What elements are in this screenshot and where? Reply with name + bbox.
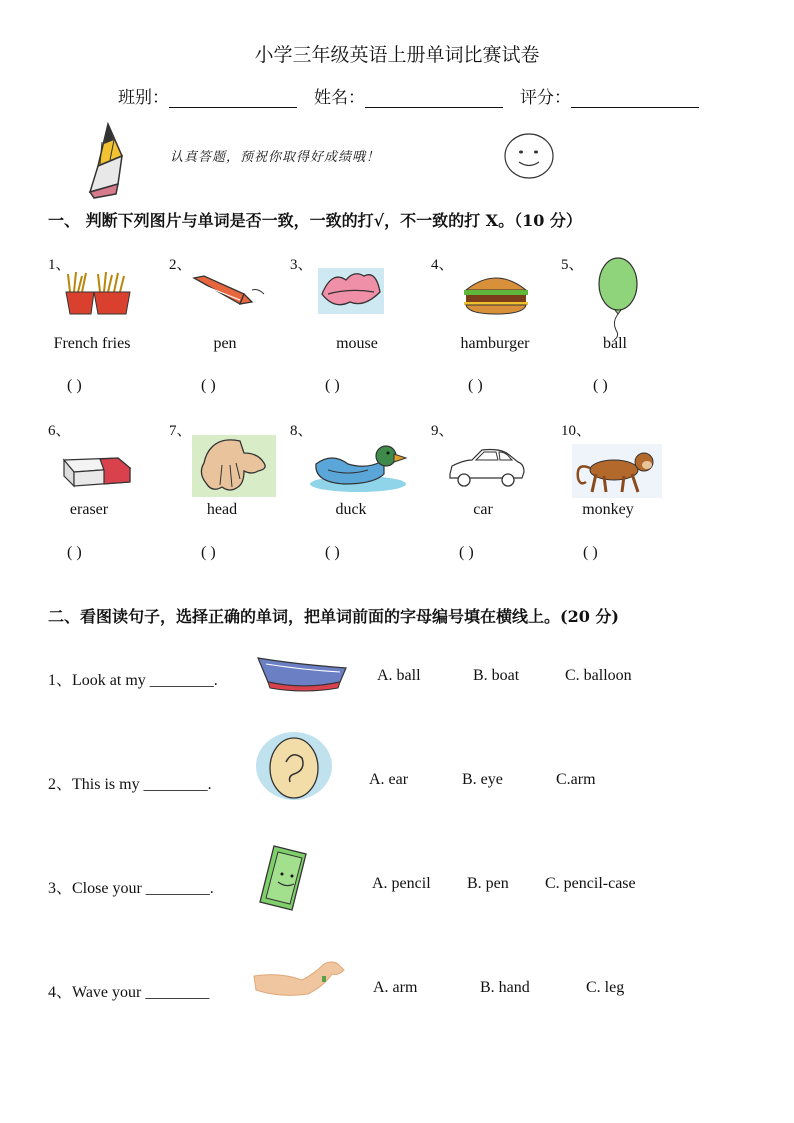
option[interactable]: A. pencil xyxy=(372,875,431,892)
score-field xyxy=(520,83,699,108)
item-word: car xyxy=(473,501,493,518)
item-number: 5、 xyxy=(561,257,584,273)
option[interactable]: C. leg xyxy=(586,979,625,996)
monkey-icon xyxy=(572,444,662,498)
answer-blank[interactable]: ( ) xyxy=(459,544,474,561)
item-word: eraser xyxy=(69,501,109,518)
answer-blank[interactable]: ( ) xyxy=(67,377,82,394)
score-label: 评分： xyxy=(520,88,571,108)
class-label: 班别： xyxy=(118,88,169,108)
item-word: ball xyxy=(603,335,627,352)
question-text: 1、Look at my ________. xyxy=(48,672,218,689)
hamburger-icon xyxy=(460,270,532,316)
item-number: 9、 xyxy=(431,423,454,439)
duck-icon xyxy=(308,442,408,494)
name-blank[interactable] xyxy=(365,89,503,108)
name-field xyxy=(314,83,503,108)
encourage-text: 认真答题，预祝你取得好成绩哦！ xyxy=(170,150,381,165)
name-label: 姓名： xyxy=(314,88,365,108)
answer-blank[interactable]: ( ) xyxy=(583,544,598,561)
answer-blank[interactable]: ( ) xyxy=(325,377,340,394)
item-number: 7、 xyxy=(169,423,192,439)
answer-blank[interactable]: ( ) xyxy=(201,544,216,561)
item-number: 6、 xyxy=(48,423,71,439)
crayon-icon xyxy=(190,272,270,316)
option[interactable]: A. ball xyxy=(377,667,421,684)
score-blank[interactable] xyxy=(571,89,699,108)
item-word: French fries xyxy=(53,335,131,352)
option[interactable]: B. pen xyxy=(467,875,509,892)
item-word: pen xyxy=(213,335,237,352)
answer-blank[interactable]: ( ) xyxy=(325,544,340,561)
hand-icon xyxy=(192,435,276,497)
item-number: 10、 xyxy=(561,423,592,439)
option[interactable]: C.arm xyxy=(556,771,596,788)
boat-icon xyxy=(254,648,350,698)
item-number: 4、 xyxy=(431,257,454,273)
class-blank[interactable] xyxy=(169,89,297,108)
option[interactable]: C. pencil-case xyxy=(545,875,636,892)
answer-blank[interactable]: ( ) xyxy=(201,377,216,394)
smiley-icon xyxy=(503,132,555,180)
lips-icon xyxy=(316,266,386,316)
answer-blank[interactable]: ( ) xyxy=(468,377,483,394)
class-field xyxy=(118,83,297,108)
page-title: 小学三年级英语上册单词比赛试卷 xyxy=(254,44,540,66)
section2-heading: 二、看图读句子，选择正确的单词，把单词前面的字母编号填在横线上。(20 分) xyxy=(48,607,619,626)
option[interactable]: B. hand xyxy=(480,979,530,996)
item-number: 2、 xyxy=(169,257,192,273)
pencil-icon xyxy=(78,122,128,200)
item-word: monkey xyxy=(582,501,634,518)
option[interactable]: B. eye xyxy=(462,771,503,788)
item-word: mouse xyxy=(336,335,378,352)
answer-blank[interactable]: ( ) xyxy=(593,377,608,394)
pencil-case-icon xyxy=(256,842,316,914)
balloon-icon xyxy=(596,256,640,340)
item-number: 1、 xyxy=(48,257,71,273)
item-word: hamburger xyxy=(460,335,530,352)
car-icon xyxy=(446,444,526,490)
item-word: head xyxy=(206,501,238,518)
item-number: 8、 xyxy=(290,423,313,439)
section1-heading: 一、 判断下列图片与单词是否一致，一致的打√，不一致的打 X。（10 分） xyxy=(48,211,582,230)
ear-icon xyxy=(254,730,334,802)
arm-icon xyxy=(250,958,350,1002)
question-text: 3、Close your ________. xyxy=(48,880,214,897)
french-fries-icon xyxy=(64,270,134,316)
item-number: 3、 xyxy=(290,257,313,273)
question-text: 4、Wave your ________ xyxy=(48,984,210,1001)
eraser-icon xyxy=(60,450,136,498)
option[interactable]: A. arm xyxy=(373,979,418,996)
answer-blank[interactable]: ( ) xyxy=(67,544,82,561)
question-text: 2、This is my ________. xyxy=(48,776,212,793)
option[interactable]: C. balloon xyxy=(565,667,632,684)
option[interactable]: A. ear xyxy=(369,771,409,788)
option[interactable]: B. boat xyxy=(473,667,520,684)
item-word: duck xyxy=(335,501,367,518)
